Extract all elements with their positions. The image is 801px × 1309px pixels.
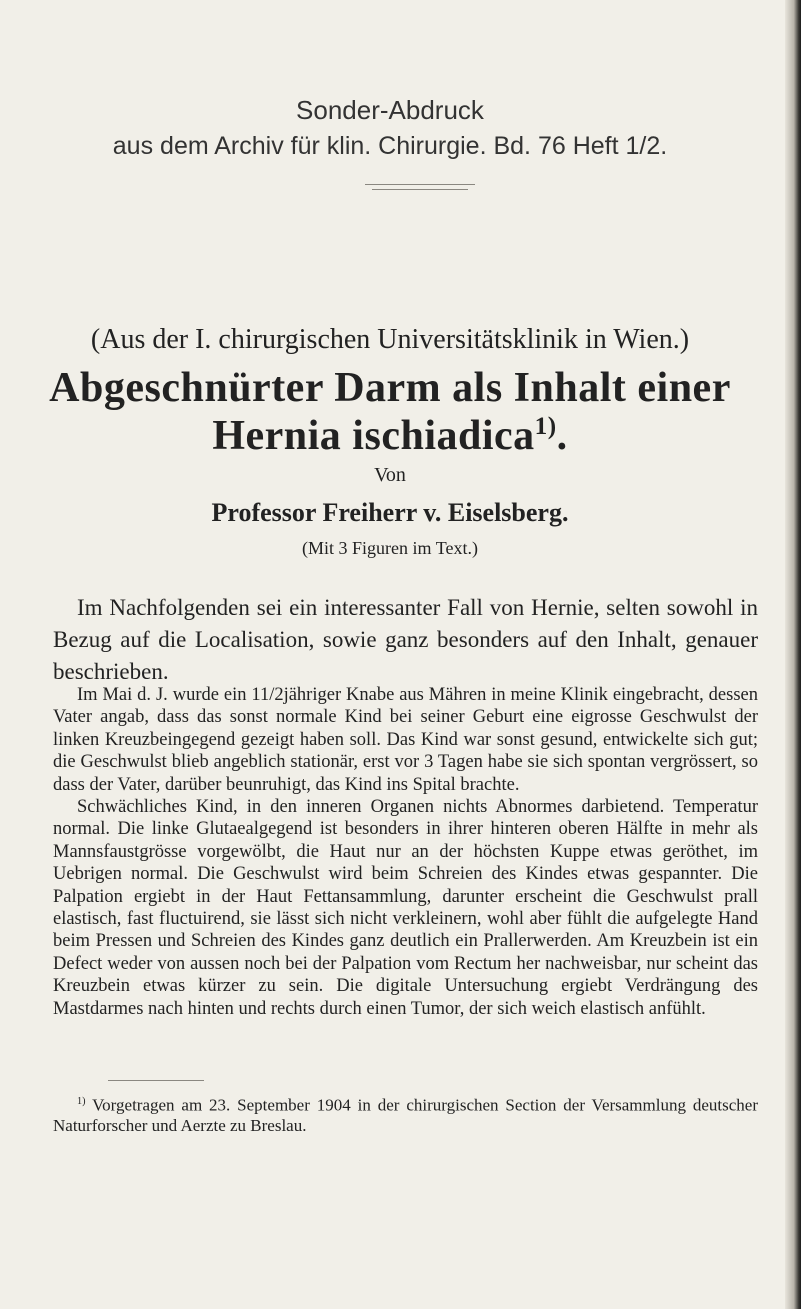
- footnote-text-line: [53, 1092, 758, 1136]
- paragraph-1-after: jähriger Knabe aus Mähren in meine Klinik eingebracht, dessen Vater angab, dass das sonst normale Kind bei seiner Geburt eine eigrosse Geschwulst der linken Kreuzbeingegend gezeigt haben soll. Das Kind war sonst gesund, entwickelte sich gut; die Geschwulst blieb angeblich stationär, erst vor 3 Tagen habe sie sich spontan vergrössert, so dass der Vater, darüber beunruhigt, das Kind ins Spital brachte.: [53, 685, 758, 795]
- age-fraction: 1/2: [259, 685, 284, 705]
- body-text: [53, 684, 758, 1020]
- footnote-separator: [108, 1080, 204, 1081]
- paragraph-1: [53, 684, 758, 796]
- author-name: Professor Freiherr v. Eiselsberg.: [211, 498, 569, 527]
- paragraph-1-before: Im Mai d. J. wurde ein 1: [77, 685, 260, 705]
- byline-von: Von: [374, 464, 406, 486]
- title-line-2: [40, 412, 740, 460]
- title-footnote-mark: 1): [534, 413, 557, 440]
- footnote-mark: 1): [77, 1096, 86, 1107]
- intro-paragraph: [53, 592, 758, 688]
- sonderabdruck-heading: Sonder-Abdruck: [296, 95, 484, 125]
- title-line-2-text: Hernia ischiadica: [212, 413, 535, 459]
- intro-text: Im Nachfolgenden sei ein interessanter Fall von Hernie, selten sowohl in Bezug auf die Localisation, sowie ganz besonders auf den Inhalt, genauer beschrieben.: [53, 595, 758, 684]
- title-line-1: Abgeschnürter Darm als Inhalt einer: [49, 365, 731, 411]
- footnote: [53, 1092, 758, 1136]
- ornament-rule-top: [365, 184, 475, 185]
- title-period: .: [556, 413, 568, 459]
- clinic-line: (Aus der I. chirurgischen Universitätsklinik in Wien.): [90, 324, 690, 355]
- footnote-text: Vorgetragen am 23. September 1904 in der chirurgischen Section der Versammlung deutscher Naturforscher und Aerzte zu Breslau.: [53, 1095, 758, 1135]
- page-edge-shadow: [785, 0, 801, 1309]
- source-journal-line: aus dem Archiv für klin. Chirurgie. Bd. 76 Heft 1/2.: [112, 132, 668, 160]
- figures-note: (Mit 3 Figuren im Text.): [302, 538, 478, 558]
- ornament-rule-bottom: [372, 189, 468, 190]
- paragraph-2: Schwächliches Kind, in den inneren Organen nichts Abnormes darbietend. Temperatur normal. Die linke Glutaealgegend ist besonders in ihrer hinteren oberen Hälfte in mehr als Mannsfaustgrösse vorgewölbt, die Haut nur an der höchsten Kuppe etwas geröthet, im Uebrigen normal. Die Geschwulst wird beim Schreien des Kindes etwas gespannter. Die Palpation ergiebt in der Haut Fettansammlung, darunter erscheint die Geschwulst prall elastisch, fast fluctuirend, sie lässt sich nicht verkleinern, wohl aber fühlt die aufgelegte Hand beim Pressen und Schreien des Kindes ganz deutlich ein Prallerwerden. Am Kreuzbein ist ein Defect weder von aussen noch bei der Palpation vom Rectum her nachweisbar, nur scheint das Kreuzbein etwas kürzer zu sein. Die digitale Untersuchung ergiebt Verdrängung des Mastdarmes nach hinten und rechts durch einen Tumor, der sich weich elastisch anfühlt.: [53, 797, 758, 1019]
